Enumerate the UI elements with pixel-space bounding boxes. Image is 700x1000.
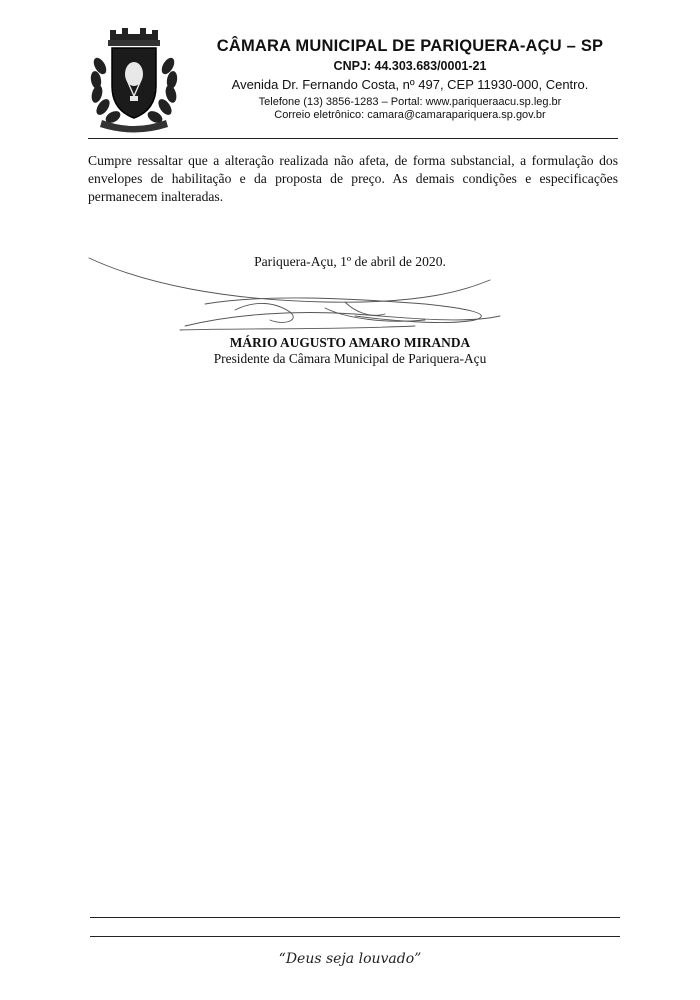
address-text: Avenida Dr. Fernando Costa, nº 497, CEP 11930-000, Centro. bbox=[231, 77, 589, 92]
footer-divider-bottom bbox=[90, 936, 620, 937]
footer-motto: “Deus seja louvado” bbox=[278, 951, 422, 967]
body-paragraph: Cumpre ressaltar que a alteração realizada não afeta, de forma substancial, a formulação dos envelopes de habilitação e da proposta de preço. As demais condições e especificações permanecem inalteradas. bbox=[88, 153, 618, 205]
cnpj-text: CNPJ: 44.303.683/0001-21 bbox=[333, 59, 487, 73]
place-and-date: Pariquera-Açu, 1º de abril de 2020. bbox=[254, 254, 446, 269]
header-divider bbox=[88, 138, 618, 139]
coat-of-arms-icon bbox=[86, 24, 182, 136]
institution-title: CÂMARA MUNICIPAL DE PARIQUERA-AÇU – SP bbox=[216, 37, 604, 55]
phone-portal-text: Telefone (13) 3856-1283 – Portal: www.pariqueraacu.sp.leg.br bbox=[258, 96, 562, 108]
signer-role: Presidente da Câmara Municipal de Pariquera-Açu bbox=[213, 351, 487, 366]
footer-divider-top bbox=[90, 917, 620, 918]
signer-name: MÁRIO AUGUSTO AMARO MIRANDA bbox=[229, 335, 471, 350]
email-text: Correio eletrônico: camara@camarapariquera.sp.gov.br bbox=[274, 109, 546, 121]
